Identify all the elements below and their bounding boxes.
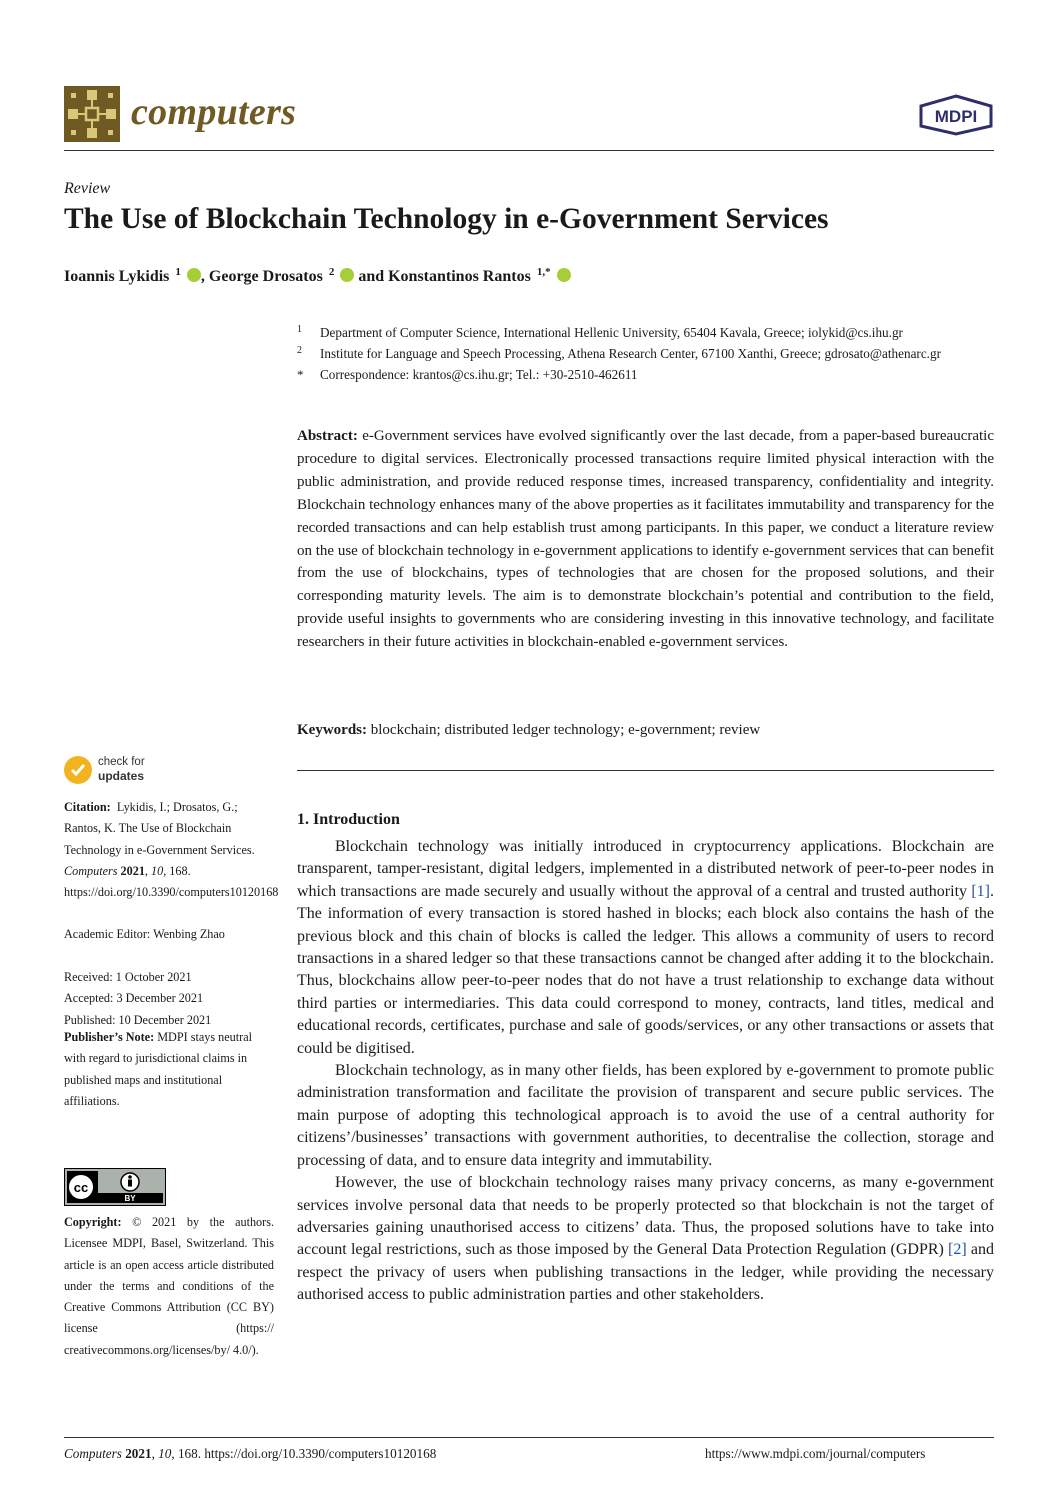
copyright-label: Copyright: <box>64 1215 122 1229</box>
citation-label: Citation: <box>64 800 111 814</box>
publication-dates <box>64 967 274 1031</box>
footer-divider <box>64 1437 994 1438</box>
paragraph-text: However, the use of blockchain technology raises many privacy concerns, as many e-government services involve personal data that needs to be properly protected so that blockchain is not the target of adversaries gaining unauthorised access to citizens’ data. Thus, the proposed solutions have to take into account legal restrictions, such as those imposed by the General Data Protection Regulation (GDPR) <box>297 1174 994 1259</box>
check-for-updates-button[interactable] <box>64 756 184 786</box>
footer-citation: Computers 2021, 10, 168. https://doi.org/10.3390/computers10120168 <box>64 1446 437 1461</box>
paragraph <box>297 1172 994 1306</box>
footer-volume: 10 <box>158 1446 172 1461</box>
publisher-logo-text: MDPI <box>934 107 978 126</box>
author-list <box>64 266 571 286</box>
computers-logo-icon <box>64 86 120 142</box>
abstract-label: Abstract: <box>297 428 358 444</box>
footer-doi-link[interactable]: , 168. https://doi.org/10.3390/computers10120168 <box>171 1446 437 1461</box>
article-type: Review <box>64 180 111 197</box>
copyright <box>64 1212 274 1361</box>
citation-doi[interactable]: , 168. https://doi.org/10.3390/computers10120168 <box>64 863 279 900</box>
footer-journal: Computers <box>64 1446 122 1461</box>
publishers-note <box>64 1027 274 1112</box>
received-date: Received: 1 October 2021 <box>64 970 192 984</box>
abstract-divider <box>297 770 994 771</box>
footer-year: 2021 <box>125 1446 152 1461</box>
section-heading: 1. Introduction <box>297 811 400 828</box>
reference-link[interactable]: [1] <box>971 882 990 900</box>
footer-journal-url[interactable]: https://www.mdpi.com/journal/computers <box>705 1446 926 1461</box>
affiliation-item <box>297 322 997 343</box>
body-text <box>297 836 994 1307</box>
cc-badge-text: BY <box>124 1194 136 1203</box>
reference-link[interactable]: [2] <box>948 1241 967 1259</box>
citation-volume: 10 <box>151 863 164 878</box>
author-separator: , <box>200 268 205 285</box>
correspondence-item <box>297 364 997 385</box>
author-affiliation-mark: 2 <box>328 266 335 278</box>
author-affiliation-mark: 1 <box>175 266 181 278</box>
affiliation-text: Department of Computer Science, International Hellenic University, 65404 Kavala, Greece; iolykid@cs.ihu.gr <box>320 325 903 340</box>
author-name[interactable]: George Drosatos <box>208 268 323 285</box>
check-updates-line2: updates <box>98 769 145 783</box>
publishers-note-text: MDPI stays neutral with regard to jurisdictional claims in published maps and institutional affiliations. <box>64 1030 252 1108</box>
citation-journal: Computers <box>64 863 118 878</box>
journal-name: computers <box>131 91 297 133</box>
paragraph <box>297 836 994 1060</box>
affiliation-item <box>297 343 997 364</box>
author-affiliation-mark: 1,* <box>536 266 551 278</box>
affiliations <box>297 322 997 385</box>
orcid-icon[interactable] <box>557 268 571 282</box>
paragraph-text: . The information of every transaction is stored hashed in blocks; each block also contains the hash of the previous block and this chain of blocks is called the ledger. This allows a community of users to record transactions in a shared ledger so that these transactions cannot be changed after adding it to the blockchain. Thus, blockchains allow peer-to-peer nodes that do not have a trust relationship to exchange data without third parties or intermediaries. This data could correspond to money, contracts, land titles, medical and educational records, certificates, purchase and sale of goods/services, or any other transactions or assets that could be digitised. <box>297 882 994 1057</box>
keywords-text: blockchain; distributed ledger technology; e-government; review <box>370 722 761 738</box>
publishers-note-label: Publisher’s Note: <box>64 1030 155 1044</box>
article-title: The Use of Blockchain Technology in e-Government Services <box>64 203 829 235</box>
paragraph-text: Blockchain technology was initially introduced in cryptocurrency applications. Blockchain are transparent, tamper-resistant, digital ledgers, implemented in a distributed network of peer-to-peer nodes in which transactions are made securely and usually without the approval of a central and trusted authority <box>297 838 994 900</box>
paragraph-text: and respect the privacy of users when publishing transactions in the ledger, while providing the necessary authorised access to public administration parties and other stakeholders. <box>297 1241 995 1304</box>
published-date: Published: 10 December 2021 <box>64 1012 212 1027</box>
keywords-label: Keywords: <box>297 722 367 738</box>
check-updates-line1: check for <box>98 756 145 768</box>
correspondence-mark: * <box>297 367 304 382</box>
author-separator: and <box>358 268 385 285</box>
citation: Citation: Lykidis, I.; Drosatos, G.; Rantos, K. The Use of Blockchain Technology in e-Government Services. Computers 2021, 10, 168. https://doi.org/10.3390/computers10120168 <box>64 800 279 900</box>
svg-text:cc: cc <box>73 1180 89 1195</box>
abstract <box>297 425 994 654</box>
orcid-icon[interactable] <box>187 268 201 282</box>
mdpi-logo[interactable] <box>917 94 995 136</box>
academic-editor: Academic Editor: Wenbing Zhao <box>64 927 225 941</box>
correspondence-text: Correspondence: krantos@cs.ihu.gr; Tel.: +30-2510-462611 <box>320 367 638 382</box>
author-name[interactable]: Konstantinos Rantos <box>388 268 531 285</box>
abstract-text: e-Government services have evolved significantly over the last decade, from a paper-based bureaucratic procedure to digital services. Electronically processed transactions require limited physical interaction with the public administration, and provide reduced response times, increased transparency, confidentiality and integrity. Blockchain technology enhances many of the above properties as it facilitates immutability and transparency for the recorded transactions and can help establish trust among participants. In this paper, we conduct a literature review on the use of blockchain technology in e-government applications to identify e-government services that can benefit from the use of blockchains, types of technologies that are chosen for the proposed solutions, and their corresponding maturity levels. The aim is to demonstrate blockchain’s potential and contribution to the field, provide useful insights to governments who are considering investing in this innovative technology, and facilitate researchers in their future activities in blockchain-enabled e-government services. <box>297 428 994 651</box>
affiliation-mark: 1 <box>297 324 302 335</box>
header-divider <box>64 150 994 151</box>
citation-text: Lykidis, I.; Drosatos, G.; Rantos, K. The Use of Blockchain Technology in e-Government Services. <box>64 800 255 857</box>
author-name[interactable]: Ioannis Lykidis <box>64 268 170 285</box>
cc-by-license-icon[interactable] <box>64 1168 166 1206</box>
citation-year: 2021 <box>120 863 145 878</box>
affiliation-mark: 2 <box>297 345 302 356</box>
check-updates-icon <box>64 756 92 784</box>
paragraph: Blockchain technology, as in many other fields, has been explored by e-government to promote public administration transformation and facilitate the provision of transparent and secure public services. The main purpose of adopting this technological approach is to avoid the use of a central authority for citizens’/businesses’ transactions with government authorities, to decentralise the collection, storage and processing of data, and to ensure data integrity and immutability. <box>297 1062 994 1169</box>
copyright-text: © 2021 by the authors. Licensee MDPI, Basel, Switzerland. This article is an open access article distributed under the terms and conditions of the Creative Commons Attribution (CC BY) license (https:// creativecommons.org/licenses/by/ 4.0/). <box>64 1215 274 1357</box>
accepted-date: Accepted: 3 December 2021 <box>64 991 204 1006</box>
keywords <box>297 722 994 739</box>
affiliation-text: Institute for Language and Speech Processing, Athena Research Center, 67100 Xanthi, Greece; gdrosato@athenarc.gr <box>320 346 941 361</box>
orcid-icon[interactable] <box>340 268 354 282</box>
